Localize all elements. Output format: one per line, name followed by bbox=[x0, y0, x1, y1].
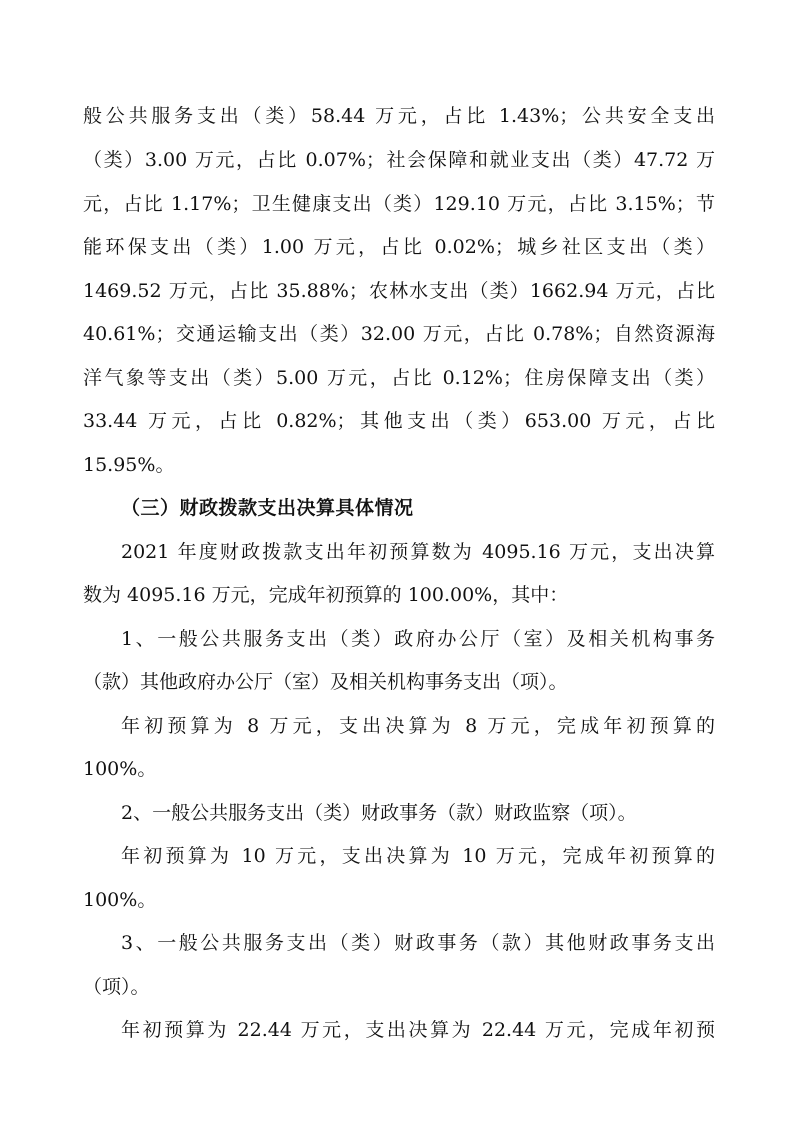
paragraph-line: 般公共服务支出（类）58.44 万元，占比 1.43%；公共安全支出 bbox=[83, 105, 715, 127]
paragraph-line: 2021 年度财政拨款支出年初预算数为 4095.16 万元，支出决算 bbox=[121, 541, 715, 563]
paragraph-line: 年初预算为 8 万元，支出决算为 8 万元，完成年初预算的 bbox=[121, 715, 715, 737]
list-item-line: 3、一般公共服务支出（类）财政事务（款）其他财政事务支出 bbox=[121, 932, 715, 954]
paragraph-line: 能环保支出（类）1.00 万元，占比 0.02%；城乡社区支出（类） bbox=[83, 236, 715, 258]
paragraph-line: 15.95%。 bbox=[83, 454, 175, 476]
paragraph-line: 40.61%；交通运输支出（类）32.00 万元，占比 0.78%；自然资源海 bbox=[83, 323, 715, 345]
paragraph-line: 年初预算为 10 万元，支出决算为 10 万元，完成年初预算的 bbox=[121, 845, 715, 867]
section-heading: （三）财政拨款支出决算具体情况 bbox=[121, 497, 414, 519]
paragraph-line: 100%。 bbox=[83, 889, 157, 911]
list-item-line: 2、一般公共服务支出（类）财政事务（款）财政监察（项）。 bbox=[121, 802, 637, 824]
list-item-line: （款）其他政府办公厅（室）及相关机构事务支出（项）。 bbox=[83, 671, 568, 693]
paragraph-line: 33.44 万元，占比 0.82%；其他支出（类）653.00 万元，占比 bbox=[83, 410, 715, 432]
paragraph-line: 100%。 bbox=[83, 758, 157, 780]
list-item-line: 1、一般公共服务支出（类）政府办公厅（室）及相关机构事务 bbox=[121, 628, 715, 650]
paragraph-line: 1469.52 万元，占比 35.88%；农林水支出（类）1662.94 万元，占比 bbox=[83, 280, 715, 302]
list-item-line: （项）。 bbox=[83, 976, 150, 998]
paragraph-line: 元，占比 1.17%；卫生健康支出（类）129.10 万元，占比 3.15%；节 bbox=[83, 193, 715, 215]
paragraph-line: 年初预算为 22.44 万元，支出决算为 22.44 万元，完成年初预 bbox=[121, 1019, 715, 1041]
paragraph-line: （类）3.00 万元，占比 0.07%；社会保障和就业支出（类）47.72 万 bbox=[83, 149, 715, 171]
paragraph-line: 数为 4095.16 万元，完成年初预算的 100.00%，其中： bbox=[83, 584, 569, 606]
paragraph-line: 洋气象等支出（类）5.00 万元，占比 0.12%；住房保障支出（类） bbox=[83, 367, 715, 389]
